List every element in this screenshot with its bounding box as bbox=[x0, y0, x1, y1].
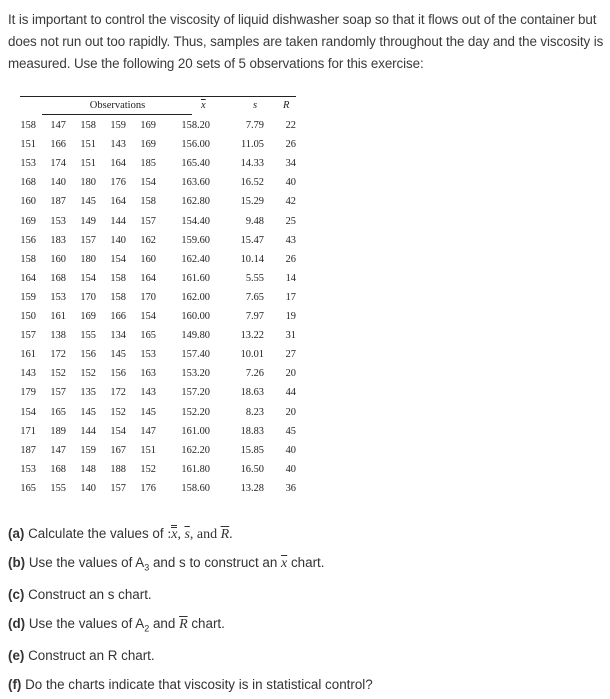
xbar-cell: 154.40 bbox=[181, 215, 210, 227]
observation-cell: 145 bbox=[80, 196, 96, 208]
r-cell: 44 bbox=[285, 387, 296, 399]
observation-cell: 166 bbox=[110, 311, 126, 322]
s-cell: 14.33 bbox=[240, 158, 264, 170]
table-row bbox=[20, 442, 300, 461]
r-cell: 31 bbox=[285, 330, 296, 342]
s-cell: 7.65 bbox=[245, 291, 264, 303]
question-a: (a) Calculate the values of :x, $\overline{s}$, and $\overline{R}$. bbox=[8, 526, 233, 542]
table-row bbox=[20, 461, 300, 480]
observation-cell: 170 bbox=[140, 291, 156, 303]
xbar-cell: 153.20 bbox=[181, 368, 210, 380]
table-row bbox=[20, 423, 300, 442]
table-row bbox=[20, 327, 300, 346]
xbar-cell: 158.20 bbox=[181, 120, 210, 131]
table-row bbox=[20, 174, 300, 193]
observation-cell: 147 bbox=[50, 120, 66, 131]
observation-cell: 152 bbox=[140, 463, 156, 475]
r-cell: 42 bbox=[285, 196, 296, 208]
observation-cell: 188 bbox=[110, 463, 126, 475]
table-row bbox=[20, 136, 300, 155]
observation-cell: 152 bbox=[80, 368, 96, 380]
xbar-header: $\overline{x}$ bbox=[201, 100, 206, 111]
observation-cell: 164 bbox=[20, 272, 36, 284]
xbar-cell: 162.40 bbox=[181, 253, 210, 265]
observation-cell: 158 bbox=[20, 120, 36, 131]
s-cell: 15.85 bbox=[240, 444, 264, 456]
observation-cell: 170 bbox=[80, 291, 96, 303]
observation-cell: 140 bbox=[50, 177, 66, 189]
observation-cell: 164 bbox=[110, 196, 126, 208]
s-cell: 15.47 bbox=[240, 234, 264, 246]
question-f: (f) Do the charts indicate that viscosity is in statistical control? bbox=[8, 677, 373, 692]
observation-cell: 155 bbox=[80, 330, 96, 342]
observation-cell: 154 bbox=[110, 253, 126, 265]
observation-cell: 180 bbox=[80, 253, 96, 265]
observation-cell: 164 bbox=[140, 272, 156, 284]
observation-cell: 176 bbox=[140, 482, 156, 494]
observation-cell: 155 bbox=[50, 482, 66, 494]
s-cell: 18.63 bbox=[240, 387, 264, 399]
r-cell: 40 bbox=[285, 463, 296, 475]
observation-cell: 148 bbox=[80, 463, 96, 475]
observation-cell: 159 bbox=[110, 120, 126, 131]
xbar-cell: 162.20 bbox=[181, 444, 210, 456]
s-cell: 16.52 bbox=[240, 177, 264, 189]
observation-cell: 160 bbox=[140, 253, 156, 265]
r-cell: 17 bbox=[285, 291, 296, 303]
observation-cell: 168 bbox=[20, 177, 36, 189]
observation-cell: 144 bbox=[110, 215, 126, 227]
observation-cell: 158 bbox=[110, 272, 126, 284]
xbar-cell: 165.40 bbox=[181, 158, 210, 170]
observation-cell: 174 bbox=[50, 158, 66, 170]
s-cell: 5.55 bbox=[245, 272, 264, 284]
observation-cell: 168 bbox=[50, 272, 66, 284]
observation-cell: 152 bbox=[110, 406, 126, 418]
observation-cell: 151 bbox=[80, 139, 96, 151]
observation-cell: 145 bbox=[80, 406, 96, 418]
observation-cell: 147 bbox=[140, 425, 156, 437]
observation-cell: 138 bbox=[50, 330, 66, 342]
observation-cell: 166 bbox=[50, 139, 66, 151]
x-bar: $\overline{x}$ bbox=[281, 556, 288, 571]
table-row bbox=[20, 270, 300, 289]
s-bar: $\overline{s}$ bbox=[184, 527, 190, 542]
observation-cell: 165 bbox=[20, 482, 36, 494]
r-cell: 27 bbox=[285, 349, 296, 361]
r-cell: 34 bbox=[285, 158, 296, 170]
r-cell: 14 bbox=[285, 272, 296, 284]
observation-cell: 154 bbox=[140, 177, 156, 189]
xbar-cell: 158.60 bbox=[181, 482, 210, 494]
observation-cell: 183 bbox=[50, 234, 66, 246]
observation-cell: 143 bbox=[20, 368, 36, 380]
s-cell: 7.79 bbox=[245, 120, 264, 131]
r-header: R bbox=[283, 100, 290, 111]
observation-cell: 169 bbox=[80, 311, 96, 322]
s-cell: 9.48 bbox=[245, 215, 264, 227]
observation-cell: 158 bbox=[140, 196, 156, 208]
observation-cell: 162 bbox=[140, 234, 156, 246]
observation-cell: 157 bbox=[20, 330, 36, 342]
observation-cell: 153 bbox=[50, 291, 66, 303]
observation-cell: 153 bbox=[20, 463, 36, 475]
observation-cell: 160 bbox=[20, 196, 36, 208]
xbar-cell: 160.00 bbox=[181, 311, 210, 322]
observation-cell: 161 bbox=[50, 311, 66, 322]
r-cell: 26 bbox=[285, 253, 296, 265]
observation-cell: 135 bbox=[80, 387, 96, 399]
problem-intro: It is important to control the viscosity of liquid dishwasher soap so that it flows out of the container but does not run out too rapidly. Thus, samples are taken randomly throughout the day and the viscosity is measured. Use the following 20 sets of 5 observations for this exercise: bbox=[8, 12, 604, 71]
observation-cell: 176 bbox=[110, 177, 126, 189]
observation-cell: 151 bbox=[140, 444, 156, 456]
r-cell: 22 bbox=[285, 120, 296, 131]
observation-cell: 157 bbox=[140, 215, 156, 227]
xbar-cell: 162.00 bbox=[181, 291, 210, 303]
table-row bbox=[20, 384, 300, 403]
observation-cell: 140 bbox=[80, 482, 96, 494]
observation-cell: 163 bbox=[140, 368, 156, 380]
observation-cell: 172 bbox=[110, 387, 126, 399]
r-cell: 26 bbox=[285, 139, 296, 151]
xbar-cell: 149.80 bbox=[181, 330, 210, 342]
xbar-cell: 161.60 bbox=[181, 272, 210, 284]
table-row bbox=[20, 155, 300, 174]
observation-cell: 172 bbox=[50, 349, 66, 361]
r-cell: 25 bbox=[285, 215, 296, 227]
s-cell: 10.01 bbox=[240, 349, 264, 361]
observation-cell: 185 bbox=[140, 158, 156, 170]
observation-cell: 167 bbox=[110, 444, 126, 456]
observation-cell: 189 bbox=[50, 425, 66, 437]
r-cell: 36 bbox=[285, 482, 296, 494]
table-row bbox=[20, 365, 300, 384]
observation-cell: 154 bbox=[80, 272, 96, 284]
s-cell: 18.83 bbox=[240, 425, 264, 437]
observation-cell: 151 bbox=[20, 139, 36, 151]
observation-cell: 168 bbox=[50, 463, 66, 475]
r-cell: 45 bbox=[285, 425, 296, 437]
observation-cell: 152 bbox=[50, 368, 66, 380]
s-cell: 8.23 bbox=[245, 406, 264, 418]
observation-cell: 169 bbox=[140, 120, 156, 131]
r-cell: 20 bbox=[285, 406, 296, 418]
s-header: s bbox=[253, 100, 258, 111]
table-row bbox=[20, 308, 300, 327]
observation-cell: 145 bbox=[110, 349, 126, 361]
table-row bbox=[20, 404, 300, 423]
observation-cell: 153 bbox=[140, 349, 156, 361]
observation-cell: 156 bbox=[80, 349, 96, 361]
xbar-cell: 157.40 bbox=[181, 349, 210, 361]
question-b: (b) Use the values of $A_3$ and s to construct an $\overline{x}$ chart. bbox=[8, 555, 325, 573]
r-cell: 43 bbox=[285, 234, 296, 246]
observation-cell: 147 bbox=[50, 444, 66, 456]
r-cell: 19 bbox=[285, 311, 296, 322]
observation-cell: 187 bbox=[20, 444, 36, 456]
xbar-cell: 159.60 bbox=[181, 234, 210, 246]
s-cell: 15.29 bbox=[240, 196, 264, 208]
s-cell: 13.28 bbox=[240, 482, 264, 494]
observation-cell: 160 bbox=[50, 253, 66, 265]
xbar-cell: 161.00 bbox=[181, 425, 210, 437]
observation-cell: 150 bbox=[20, 311, 36, 322]
table-row bbox=[20, 346, 300, 365]
observation-cell: 169 bbox=[20, 215, 36, 227]
observation-cell: 134 bbox=[110, 330, 126, 342]
observation-cell: 156 bbox=[20, 234, 36, 246]
table-row bbox=[20, 232, 300, 251]
s-cell: 7.97 bbox=[245, 311, 264, 322]
s-cell: 11.05 bbox=[241, 139, 264, 151]
observations-header: Observations bbox=[89, 100, 146, 111]
observation-cell: 157 bbox=[80, 234, 96, 246]
observation-cell: 159 bbox=[80, 444, 96, 456]
s-cell: 16.50 bbox=[240, 463, 264, 475]
observation-cell: 143 bbox=[140, 387, 156, 399]
observation-cell: 157 bbox=[110, 482, 126, 494]
observation-cell: 179 bbox=[20, 387, 36, 399]
observation-cell: 157 bbox=[50, 387, 66, 399]
r-bar: $\overline{R}$ bbox=[220, 527, 230, 542]
s-cell: 7.26 bbox=[245, 368, 264, 380]
xbar-cell: 162.80 bbox=[181, 196, 210, 208]
x-double-bar: x bbox=[171, 527, 178, 542]
table-row bbox=[20, 289, 300, 308]
observation-cell: 154 bbox=[110, 425, 126, 437]
table-row bbox=[20, 251, 300, 270]
table-row bbox=[20, 480, 300, 499]
observation-cell: 149 bbox=[80, 215, 96, 227]
s-cell: 10.14 bbox=[240, 253, 264, 265]
observation-cell: 154 bbox=[20, 406, 36, 418]
observation-cell: 144 bbox=[80, 425, 96, 437]
xbar-cell: 161.80 bbox=[181, 463, 210, 475]
r-cell: 40 bbox=[285, 444, 296, 456]
table-row bbox=[20, 117, 300, 136]
observation-cell: 164 bbox=[110, 158, 126, 170]
xbar-cell: 156.00 bbox=[181, 139, 210, 151]
observation-cell: 153 bbox=[20, 158, 36, 170]
observation-cell: 158 bbox=[80, 120, 96, 131]
xbar-cell: 152.20 bbox=[181, 406, 210, 418]
observation-cell: 156 bbox=[110, 368, 126, 380]
observation-cell: 165 bbox=[140, 330, 156, 342]
observation-cell: 187 bbox=[50, 196, 66, 208]
question-e: (e) Construct an R chart. bbox=[8, 648, 155, 663]
question-d: (d) Use the values of $A_2$ and $\overline{R}$ chart. bbox=[8, 616, 225, 634]
observation-cell: 171 bbox=[20, 425, 36, 437]
r-cell: 40 bbox=[285, 177, 296, 189]
r-bar: $\overline{R}$ bbox=[179, 617, 188, 632]
observation-cell: 153 bbox=[50, 215, 66, 227]
observation-cell: 161 bbox=[20, 349, 36, 361]
table-row bbox=[20, 193, 300, 212]
observation-cell: 158 bbox=[20, 253, 36, 265]
observation-cell: 159 bbox=[20, 291, 36, 303]
observation-cell: 154 bbox=[140, 311, 156, 322]
r-cell: 20 bbox=[285, 368, 296, 380]
observations-header-rule bbox=[42, 114, 192, 115]
table-top-rule bbox=[20, 96, 296, 97]
observation-cell: 158 bbox=[110, 291, 126, 303]
xbar-cell: 163.60 bbox=[181, 177, 210, 189]
question-c: (c) Construct an s chart. bbox=[8, 587, 152, 602]
observation-cell: 180 bbox=[80, 177, 96, 189]
observation-cell: 143 bbox=[110, 139, 126, 151]
table-row bbox=[20, 213, 300, 232]
s-cell: 13.22 bbox=[240, 330, 264, 342]
observation-cell: 151 bbox=[80, 158, 96, 170]
observation-cell: 140 bbox=[110, 234, 126, 246]
observation-cell: 169 bbox=[140, 139, 156, 151]
xbar-cell: 157.20 bbox=[181, 387, 210, 399]
observation-cell: 165 bbox=[50, 406, 66, 418]
observation-cell: 145 bbox=[140, 406, 156, 418]
